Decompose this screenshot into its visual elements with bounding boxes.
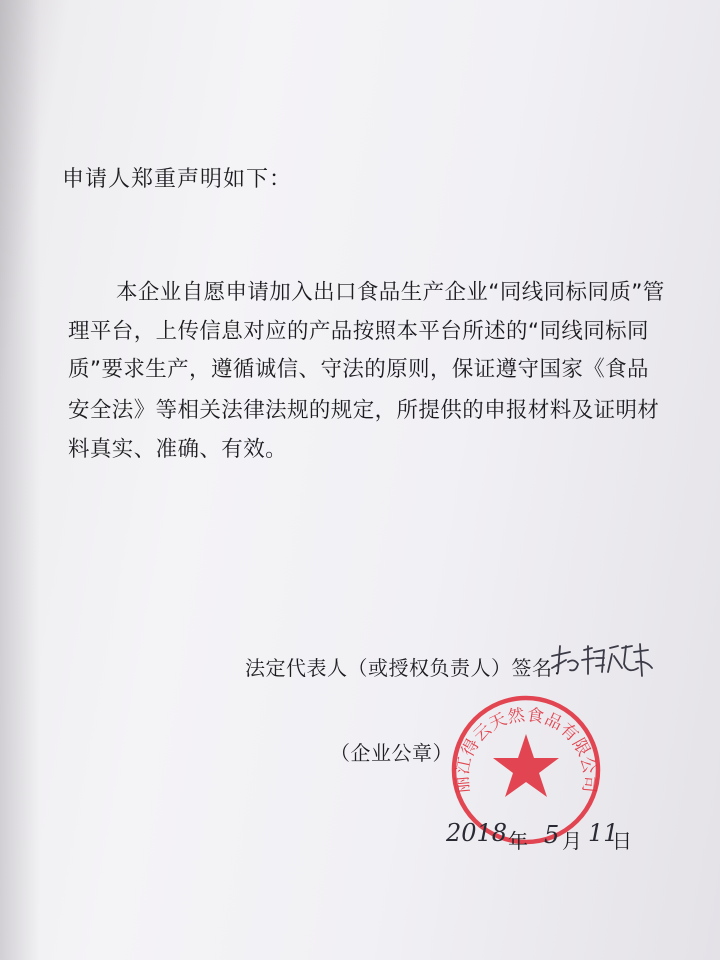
- paragraph-line-3: 质”要求生产，遵循诚信、守法的原则，保证遵守国家《食品: [68, 357, 649, 382]
- date-day-unit: 日: [612, 829, 632, 853]
- declaration-heading: 申请人郑重声明如下：: [62, 167, 293, 192]
- paragraph-line-1: 本企业自愿申请加入出口食品生产企业“同线同标同质”管: [116, 280, 665, 305]
- company-seal-label: （企业公章）: [330, 741, 453, 765]
- date: [446, 813, 656, 863]
- date-month: 5: [544, 821, 560, 849]
- date-year-unit: 年: [508, 829, 528, 853]
- signature-label: 法定代表人（或授权负责人）签名：: [245, 656, 573, 680]
- page-shadow: [0, 0, 40, 960]
- handwritten-signature: [548, 638, 658, 686]
- paragraph-line-5: 料真实、准确、有效。: [68, 437, 288, 462]
- date-day: 11: [588, 819, 619, 847]
- svg-text:丽江得云天然食品有限公司: 丽江得云天然食品有限公司: [452, 705, 600, 794]
- date-month-unit: 月: [562, 829, 582, 853]
- paragraph-line-2: 理平台，上传信息对应的产品按照本平台所述的“同线同标同: [68, 319, 649, 344]
- paragraph-line-4: 安全法》等相关法律法规的规定，所提供的申报材料及证明材: [68, 398, 660, 423]
- date-year: 2018: [446, 819, 508, 847]
